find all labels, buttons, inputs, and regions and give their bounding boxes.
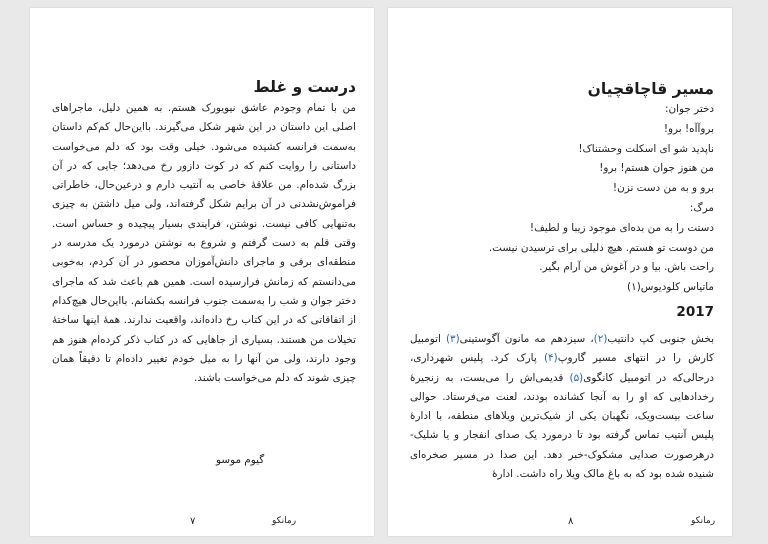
publisher-logo: رمانکو: [272, 516, 297, 526]
page-number: ۷: [190, 516, 196, 527]
epigraph-line: ناپدید شو ای اسکلت وحشتناک!: [578, 142, 714, 155]
chapter-paragraph: [410, 330, 714, 484]
chapter-title: درست و غلط: [253, 78, 356, 96]
epigraph-line: راحت باش. بیا و در آغوش من آرام بگیر.: [539, 261, 714, 274]
epigraph-line: مرگ:: [689, 201, 714, 214]
publisher-logo: رمانکو: [691, 516, 716, 526]
author-signature: گیوم موسو: [216, 454, 265, 466]
text-segment: بخش جنوبی کپ دانتیب: [607, 333, 714, 345]
text-segment: ، سیزدهم مه مانون آگوستینی: [459, 333, 594, 345]
footnote-ref: (۴): [543, 352, 558, 365]
right-page: [388, 8, 732, 536]
epigraph: [410, 100, 714, 298]
preface-text: [52, 99, 356, 388]
epigraph-line: من هنوز جوان هستم! برو!: [599, 162, 714, 175]
epigraph-line: دستت را به من بده‌ای موجود زیبا و لطیف!: [529, 221, 714, 234]
footnote-ref: (۳): [445, 333, 460, 345]
epigraph-line: من دوست تو هستم. هیچ دلیلی برای ترسیدن نیست.: [488, 241, 714, 254]
epigraph-attribution: ماتیاس کلودیوس(۱): [627, 281, 714, 294]
text-segment: پارک کرد. پلیس شهرداری، درحالی‌که در اتومبیل کانگوی: [410, 352, 714, 384]
chapter-text: [410, 330, 714, 484]
footnote-ref: (۲): [593, 333, 608, 345]
page-number: ۸: [568, 516, 574, 527]
text-segment: اتومبیل کارش را در انتهای مسیر گاروپ: [410, 333, 714, 365]
section-year: 2017: [676, 304, 714, 320]
epigraph-line: برو و به من دست نزن!: [612, 182, 714, 195]
footnote-ref: (۵): [569, 371, 584, 384]
epigraph-line: دختر جوان:: [664, 103, 714, 115]
left-page: [30, 8, 374, 536]
text-segment: قدیمی‌اش را می‌بست، به زنجیرهٔ رخدادهایی که او را به آنجا کشانده بودند، لعنت می‌فرستاد. حوالی ساعت بیست‌ویک، نگهبان یکی از شیک‌ترین ویلاهای منطقه، با ادارهٔ پلیس آنتیب تماس گرفته بود تا درمورد یک صدای انفجار و یا شلیک-درهرصورت صدایی مشکوک-خبر دهد. این صدا در مسیر صخره‌ای شنیده شده بود که به باغ مالک ویلا راه داشت. ادارهٔ: [410, 371, 714, 481]
epigraph-line: بروآآه! برو!: [663, 122, 714, 135]
chapter-title: مسیر قاچاقچیان: [587, 80, 714, 98]
preface-paragraph: من با تمام وجودم عاشق نیویورک هستم. به همین دلیل، ماجراهای اصلی این داستان در این شهر شکل می‌گیرند. بااین‌حال کم‌کم داستان به‌سمت فرانسه کشیده می‌شود. خیلی وقت بود که دلم می‌خواست داستانی را روایت کنم که در کوت دازور رخ می‌دهد؛ جایی که در آن بزرگ شده‌ام. من علاقهٔ خاصی به آنتیب دارم و درعین‌حال، خاطراتی فراموش‌نشدنی در آن برایم شکل گرفته‌اند، ولی میل داشتن به چیزی به‌تنهایی کافی نیست. نوشتن، فرایندی بسیار پیچیده و حساس است. وقتی قلم به دست گرفتم و شروع به نوشتن درمورد یک مدرسه در منطقه‌ای برفی و ماجرای دانش‌آموزان محصور در آن کردم، به‌خوبی می‌دانستم که زمانش فرارسیده است. همین هم باعث شد که ماجرای دختر جوان و شب را به‌سمت جنوب فرانسه بکشانم. بااین‌حال هیچ‌کدام از اتفاقاتی که در این کتاب رخ داده‌اند، واقعیت ندارند. همهٔ اینها ساختهٔ تخیلات من هستند. بسیاری از جاهایی که در کتاب ذکر کرده‌ام هنوز هم وجود دارند، ولی من آنها را به میل خودم تغییر داده‌ام تا دقیقاً همان چیزی شوند که دلم می‌خواست باشند.: [52, 102, 356, 385]
